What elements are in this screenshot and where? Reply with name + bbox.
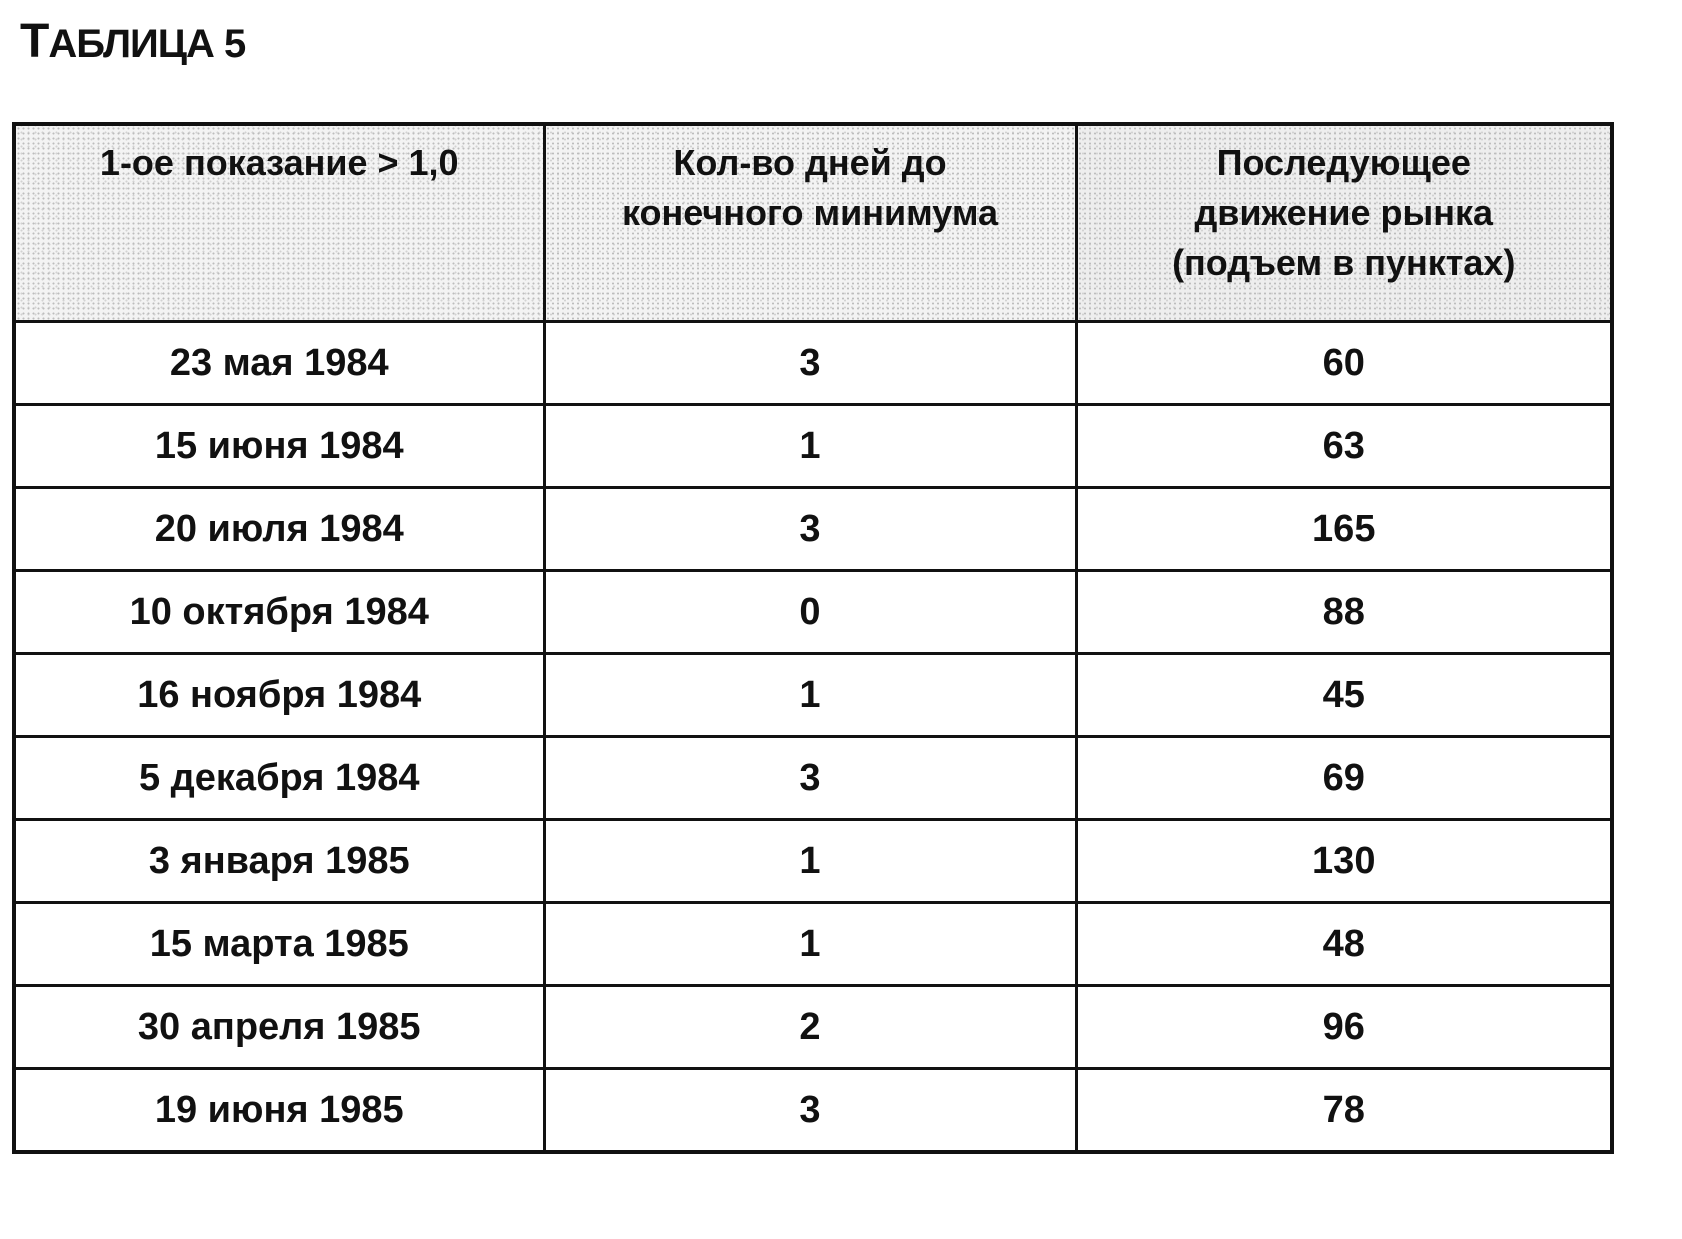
- cell-date: 23 мая 1984: [14, 322, 544, 405]
- cell-days: 1: [544, 405, 1076, 488]
- table-row: [14, 571, 1612, 654]
- table-row: [14, 986, 1612, 1069]
- table-row: [14, 322, 1612, 405]
- header-line: (подъем в пунктах): [1172, 242, 1516, 283]
- cell-days: 3: [544, 488, 1076, 571]
- header-market-move: [1076, 124, 1612, 322]
- cell-date: 3 января 1985: [14, 820, 544, 903]
- header-line: 1-ое показание > 1,0: [99, 142, 459, 183]
- cell-days: 3: [544, 1069, 1076, 1153]
- cell-days: 1: [544, 654, 1076, 737]
- header-line: конечного минимума: [621, 192, 999, 233]
- cell-date: 5 декабря 1984: [14, 737, 544, 820]
- cell-points: 96: [1076, 986, 1612, 1069]
- cell-date: 20 июля 1984: [14, 488, 544, 571]
- header-line: Кол-во дней до: [673, 142, 947, 183]
- cell-points: 60: [1076, 322, 1612, 405]
- table-row: [14, 654, 1612, 737]
- header-row: [14, 124, 1612, 322]
- data-table: [12, 122, 1614, 1154]
- table-row: [14, 488, 1612, 571]
- cell-points: 165: [1076, 488, 1612, 571]
- cell-days: 2: [544, 986, 1076, 1069]
- cell-points: 69: [1076, 737, 1612, 820]
- cell-points: 78: [1076, 1069, 1612, 1153]
- cell-days: 3: [544, 322, 1076, 405]
- cell-days: 0: [544, 571, 1076, 654]
- table-row: [14, 737, 1612, 820]
- cell-date: 30 апреля 1985: [14, 986, 544, 1069]
- table-row: [14, 405, 1612, 488]
- header-line: Последующее: [1216, 142, 1471, 183]
- cell-date: 15 марта 1985: [14, 903, 544, 986]
- header-days-to-minimum: [544, 124, 1076, 322]
- table-title-first-letter: Т: [20, 15, 49, 68]
- cell-days: 3: [544, 737, 1076, 820]
- cell-date: 10 октября 1984: [14, 571, 544, 654]
- cell-days: 1: [544, 820, 1076, 903]
- table-title: [20, 14, 245, 69]
- table-row: [14, 1069, 1612, 1153]
- header-line: движение рынка: [1194, 192, 1494, 233]
- cell-date: 16 ноября 1984: [14, 654, 544, 737]
- cell-points: 88: [1076, 571, 1612, 654]
- cell-points: 130: [1076, 820, 1612, 903]
- table-title-rest: АБЛИЦА 5: [48, 22, 246, 66]
- cell-date: 19 июня 1985: [14, 1069, 544, 1153]
- cell-points: 63: [1076, 405, 1612, 488]
- cell-points: 45: [1076, 654, 1612, 737]
- cell-days: 1: [544, 903, 1076, 986]
- header-first-reading: [14, 124, 544, 322]
- table-row: [14, 820, 1612, 903]
- cell-points: 48: [1076, 903, 1612, 986]
- table-row: [14, 903, 1612, 986]
- cell-date: 15 июня 1984: [14, 405, 544, 488]
